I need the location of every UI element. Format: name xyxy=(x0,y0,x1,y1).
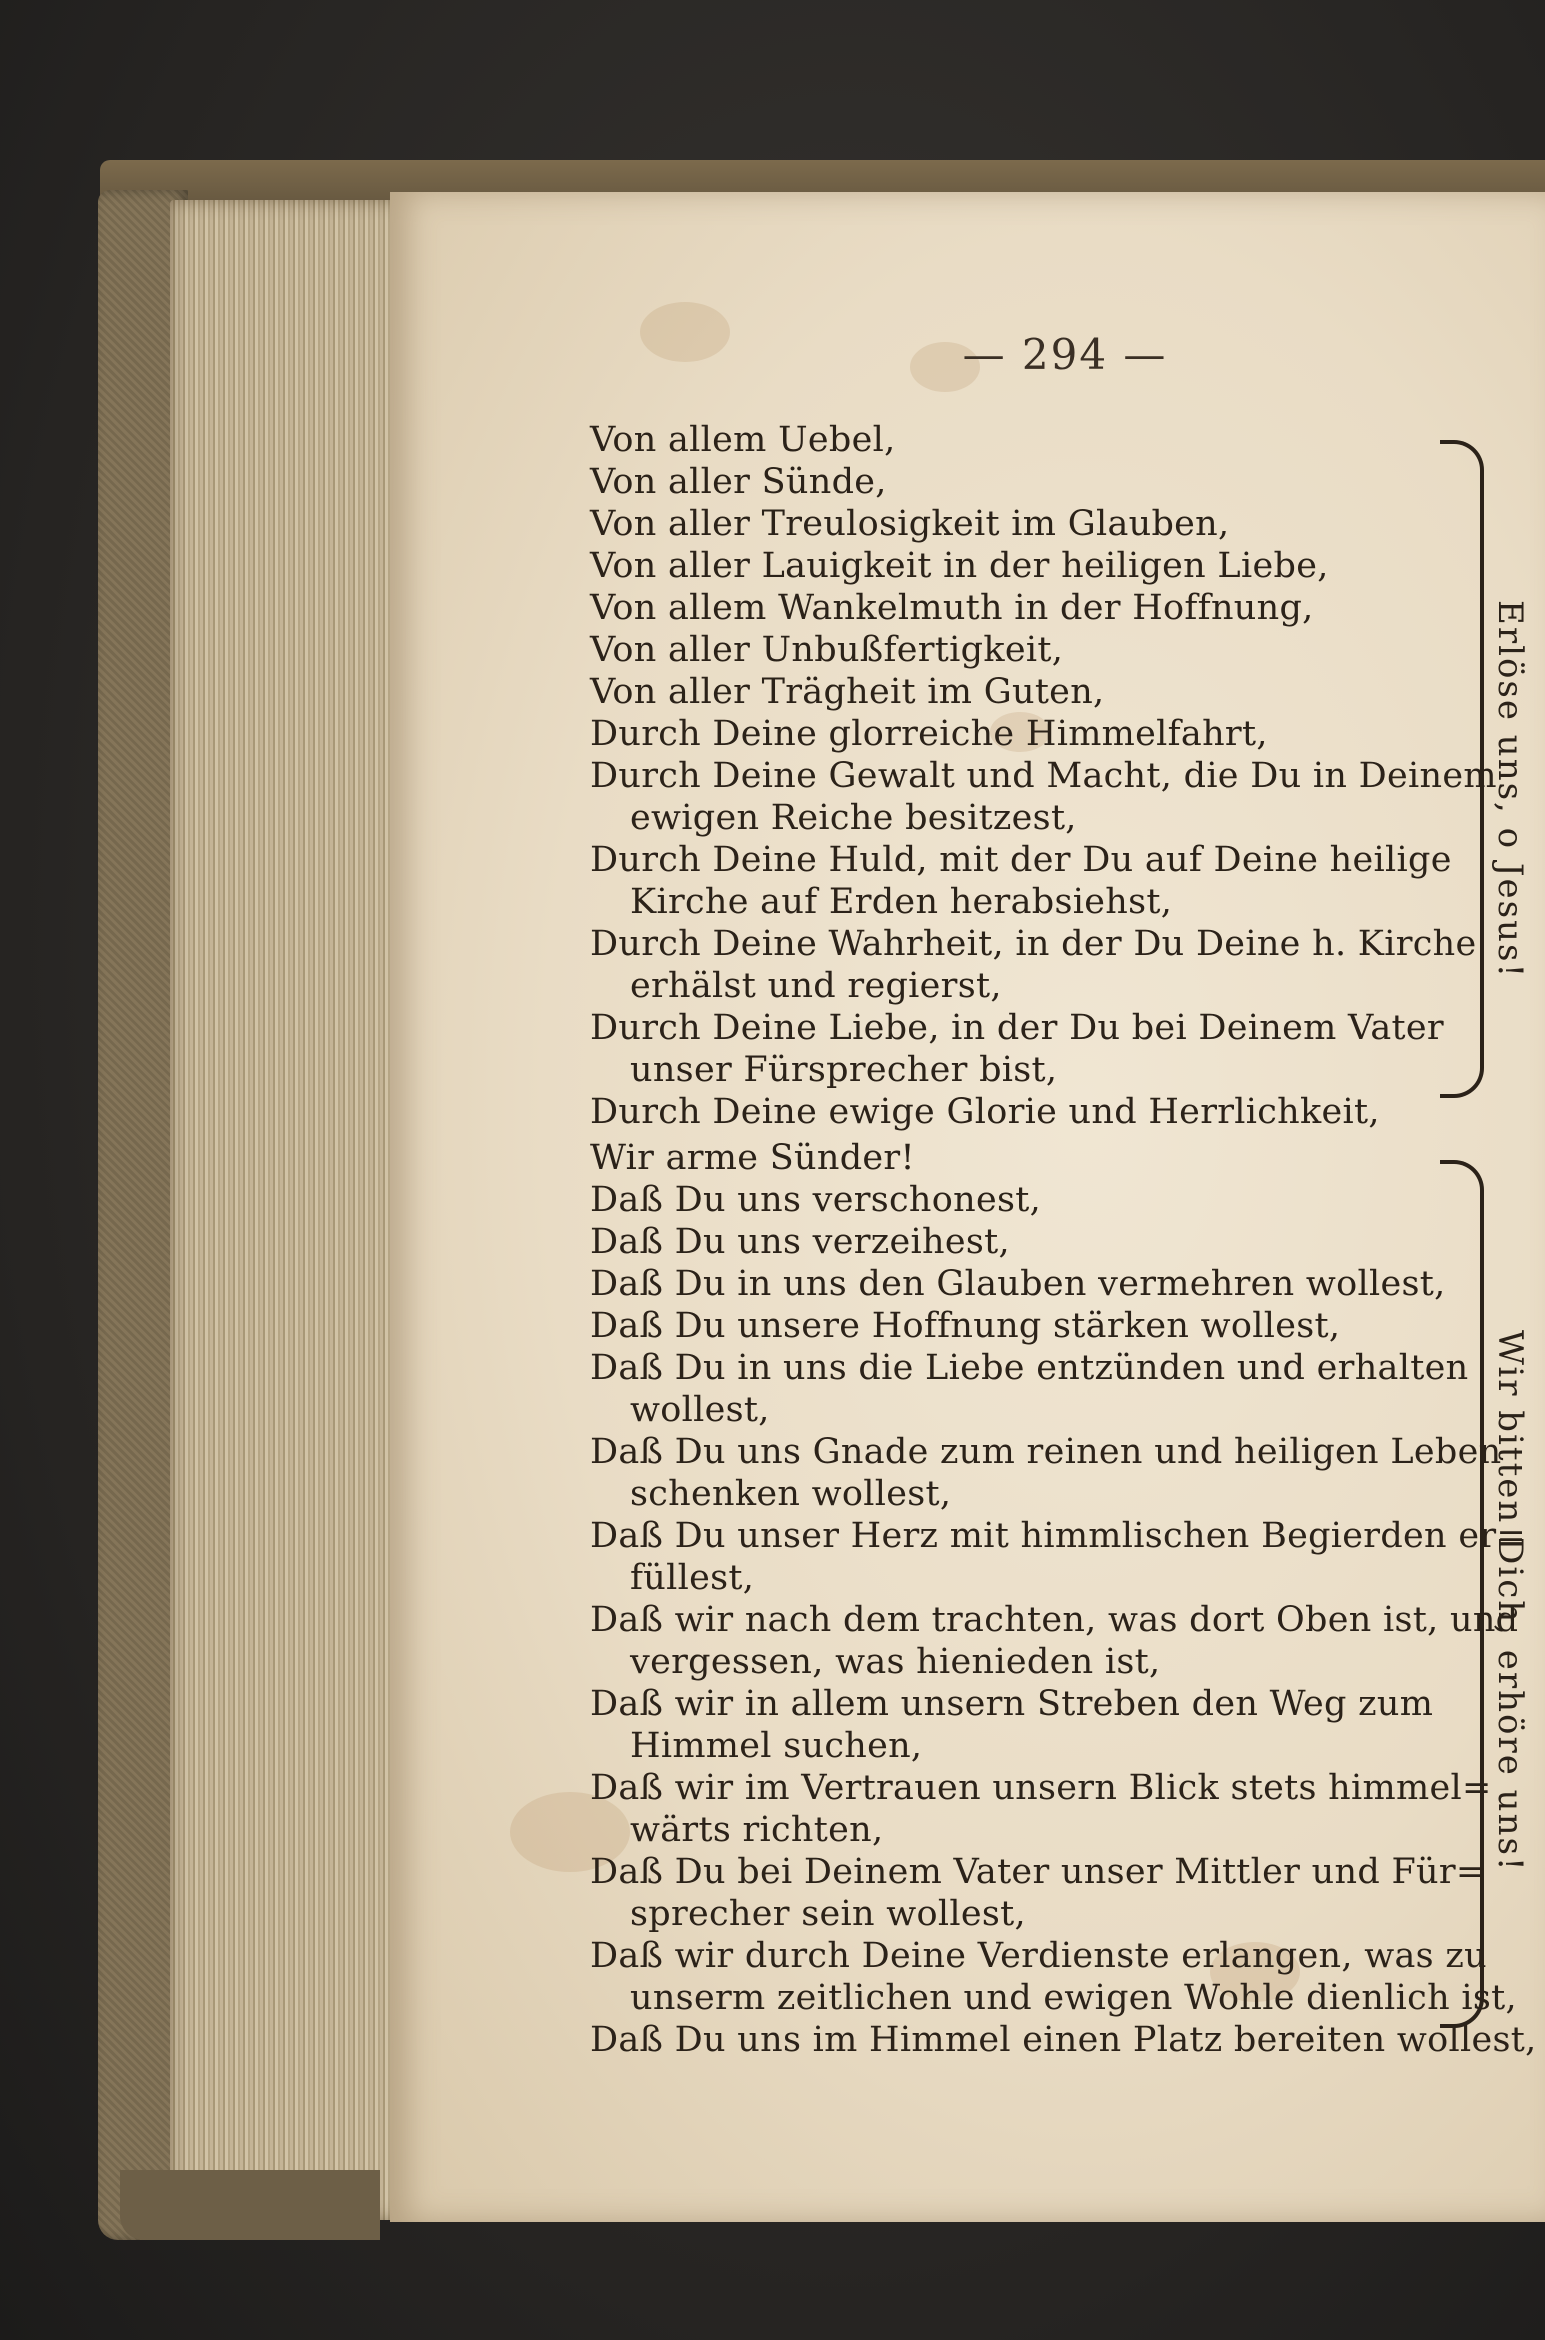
litany-line: Wir arme Sünder! xyxy=(590,1138,915,1178)
litany-line-continuation: Kirche auf Erden herabsiehst, xyxy=(630,882,1173,922)
litany-line: Daß Du in uns die Liebe entzünden und erhalten xyxy=(590,1348,1469,1388)
response-bracket-1 xyxy=(1440,440,1484,1098)
litany-line: Von aller Treulosigkeit im Glauben, xyxy=(590,504,1230,544)
litany-line: Von allem Wankelmuth in der Hoffnung, xyxy=(590,588,1314,628)
litany-line-continuation: ewigen Reiche besitzest, xyxy=(630,798,1077,838)
litany-line: Durch Deine ewige Glorie und Herrlichkeit, xyxy=(590,1092,1380,1132)
litany-line: Daß wir im Vertrauen unsern Blick stets himmel= xyxy=(590,1768,1492,1808)
response-bracket-2 xyxy=(1440,1160,1484,2028)
litany-line: Daß Du unsere Hoffnung stärken wollest, xyxy=(590,1306,1341,1346)
litany-line-continuation: erhälst und regierst, xyxy=(630,966,1002,1006)
litany-line: Durch Deine Huld, mit der Du auf Deine heilige xyxy=(590,840,1452,880)
litany-line: Daß Du uns Gnade zum reinen und heiligen Leben xyxy=(590,1432,1502,1472)
litany-line-continuation: wollest, xyxy=(630,1390,770,1430)
litany-line: Daß Du uns im Himmel einen Platz bereiten wollest, xyxy=(590,2020,1537,2060)
paper-stain xyxy=(640,302,730,362)
litany-line: Durch Deine Wahrheit, in der Du Deine h. Kirche xyxy=(590,924,1477,964)
response-text-2: Wir bitten Dich, erhöre uns! xyxy=(1490,1330,1530,1873)
litany-line: Daß Du uns verschonest, xyxy=(590,1180,1042,1220)
litany-line: Daß Du bei Deinem Vater unser Mittler und Für= xyxy=(590,1852,1486,1892)
litany-line: Daß Du unser Herz mit himmlischen Begierden er= xyxy=(590,1516,1526,1556)
page-edges xyxy=(170,200,410,2220)
litany-line: Durch Deine Gewalt und Macht, die Du in Deinem xyxy=(590,756,1497,796)
litany-line: Daß Du uns verzeihest, xyxy=(590,1222,1010,1262)
litany-line-continuation: wärts richten, xyxy=(630,1810,884,1850)
litany-line: Von aller Lauigkeit in der heiligen Liebe, xyxy=(590,546,1329,586)
litany-line: Von aller Unbußfertigkeit, xyxy=(590,630,1064,670)
litany-line-continuation: sprecher sein wollest, xyxy=(630,1894,1026,1934)
litany-line: Daß wir in allem unsern Streben den Weg zum xyxy=(590,1684,1434,1724)
litany-line: Daß wir durch Deine Verdienste erlangen, was zu xyxy=(590,1936,1487,1976)
litany-line-continuation: Himmel suchen, xyxy=(630,1726,923,1766)
litany-line-continuation: vergessen, was hienieden ist, xyxy=(630,1642,1161,1682)
litany-line: Durch Deine glorreiche Himmelfahrt, xyxy=(590,714,1268,754)
litany-line: Daß wir nach dem trachten, was dort Oben ist, und xyxy=(590,1600,1519,1640)
response-text-1: Erlöse uns, o Jesus! xyxy=(1490,600,1530,980)
litany-line-continuation: schenken wollest, xyxy=(630,1474,952,1514)
litany-line-continuation: unser Fürsprecher bist, xyxy=(630,1050,1058,1090)
litany-line: Von aller Trägheit im Guten, xyxy=(590,672,1105,712)
litany-line: Von aller Sünde, xyxy=(590,462,887,502)
litany-line: Daß Du in uns den Glauben vermehren wollest, xyxy=(590,1264,1446,1304)
litany-line: Von allem Uebel, xyxy=(590,420,896,460)
litany-line-continuation: unserm zeitlichen und ewigen Wohle dienlich ist, xyxy=(630,1978,1517,2018)
litany-line-continuation: füllest, xyxy=(630,1558,755,1598)
book-cover-bottom xyxy=(120,2170,380,2240)
litany-line: Durch Deine Liebe, in der Du bei Deinem Vater xyxy=(590,1008,1444,1048)
page-number: — 294 — xyxy=(962,330,1168,379)
